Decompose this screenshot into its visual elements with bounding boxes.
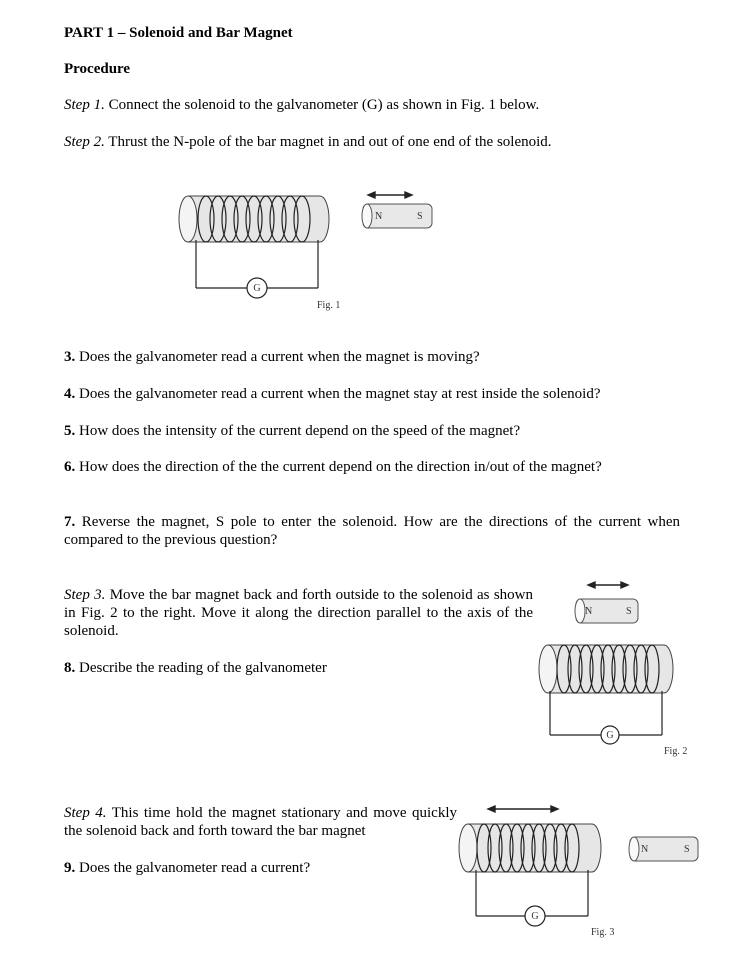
question-4-num: 4. bbox=[64, 386, 76, 402]
step-1-text: Connect the solenoid to the galvanometer (G) as shown in Fig. 1 below. bbox=[104, 97, 540, 113]
fig-1-caption: Fig. 1 bbox=[317, 300, 341, 311]
galvanometer-2 bbox=[601, 726, 619, 744]
bar-magnet-2 bbox=[575, 599, 638, 623]
solenoid-3 bbox=[459, 824, 601, 872]
question-4-text: Does the galvanometer read a current when the magnet stay at rest inside the solenoid? bbox=[75, 386, 601, 402]
motion-arrow-1 bbox=[368, 192, 412, 198]
bar-magnet-1 bbox=[362, 204, 432, 228]
magnet-3-s-label: S bbox=[684, 844, 690, 855]
magnet-2-n-label: N bbox=[585, 606, 593, 617]
fig-2-caption: Fig. 2 bbox=[664, 746, 688, 757]
question-6-num: 6. bbox=[64, 459, 76, 475]
question-4 bbox=[64, 385, 600, 403]
step-1 bbox=[64, 96, 539, 114]
question-3-num: 3. bbox=[64, 349, 76, 365]
question-5-num: 5. bbox=[64, 423, 76, 439]
question-3 bbox=[64, 348, 480, 366]
question-9 bbox=[64, 859, 310, 877]
step-4-label: Step 4. bbox=[64, 805, 107, 821]
step-4-text: This time hold the magnet stationary and move quickly the solenoid back and forth toward the bar magnet bbox=[64, 805, 458, 839]
question-7-text: Reverse the magnet, S pole to enter the solenoid. How are the directions of the current when compared to the previous question? bbox=[64, 514, 680, 548]
motion-arrow-3 bbox=[488, 806, 558, 812]
question-8-text: Describe the reading of the galvanometer bbox=[75, 660, 327, 676]
question-7 bbox=[64, 513, 680, 549]
magnet-1-s-label: S bbox=[417, 211, 423, 222]
figure-2 bbox=[530, 575, 710, 765]
question-7-num: 7. bbox=[64, 514, 76, 530]
figure-1 bbox=[170, 180, 450, 320]
question-3-text: Does the galvanometer read a current when the magnet is moving? bbox=[75, 349, 480, 365]
magnet-3-n-label: N bbox=[641, 844, 649, 855]
procedure-heading: Procedure bbox=[64, 61, 131, 77]
step-3-text: Move the bar magnet back and forth outside to the solenoid as shown in Fig. 2 to the right. Move it along the direction parallel to the axis of the solenoid. bbox=[64, 587, 533, 639]
solenoid-2 bbox=[539, 645, 673, 693]
magnet-1-n-label: N bbox=[375, 211, 383, 222]
motion-arrow-2 bbox=[588, 582, 628, 588]
galvanometer-1-label: G bbox=[253, 283, 261, 294]
question-5 bbox=[64, 422, 520, 440]
step-2-label: Step 2. bbox=[64, 134, 105, 150]
fig-3-caption: Fig. 3 bbox=[591, 927, 615, 938]
question-5-text: How does the intensity of the current depend on the speed of the magnet? bbox=[75, 423, 521, 439]
step-3-label: Step 3. bbox=[64, 587, 106, 603]
step-1-label: Step 1. bbox=[64, 97, 105, 113]
question-6-text: How does the direction of the the current depend on the direction in/out of the magnet? bbox=[75, 459, 602, 475]
figure-3 bbox=[450, 796, 710, 946]
step-3 bbox=[64, 586, 533, 640]
page-title: PART 1 – Solenoid and Bar Magnet bbox=[64, 25, 293, 41]
step-4 bbox=[64, 804, 457, 840]
question-8 bbox=[64, 659, 327, 677]
galvanometer-2-label: G bbox=[606, 730, 614, 741]
question-8-num: 8. bbox=[64, 660, 76, 676]
galvanometer-1 bbox=[247, 278, 267, 298]
bar-magnet-3 bbox=[629, 837, 698, 861]
galvanometer-3-label: G bbox=[531, 911, 539, 922]
magnet-2-s-label: S bbox=[626, 606, 632, 617]
galvanometer-3 bbox=[525, 906, 545, 926]
step-2-text: Thrust the N-pole of the bar magnet in and out of one end of the solenoid. bbox=[104, 134, 552, 150]
question-9-num: 9. bbox=[64, 860, 76, 876]
step-2 bbox=[64, 133, 552, 151]
solenoid-1 bbox=[179, 196, 329, 242]
question-9-text: Does the galvanometer read a current? bbox=[75, 860, 311, 876]
question-6 bbox=[64, 458, 602, 476]
